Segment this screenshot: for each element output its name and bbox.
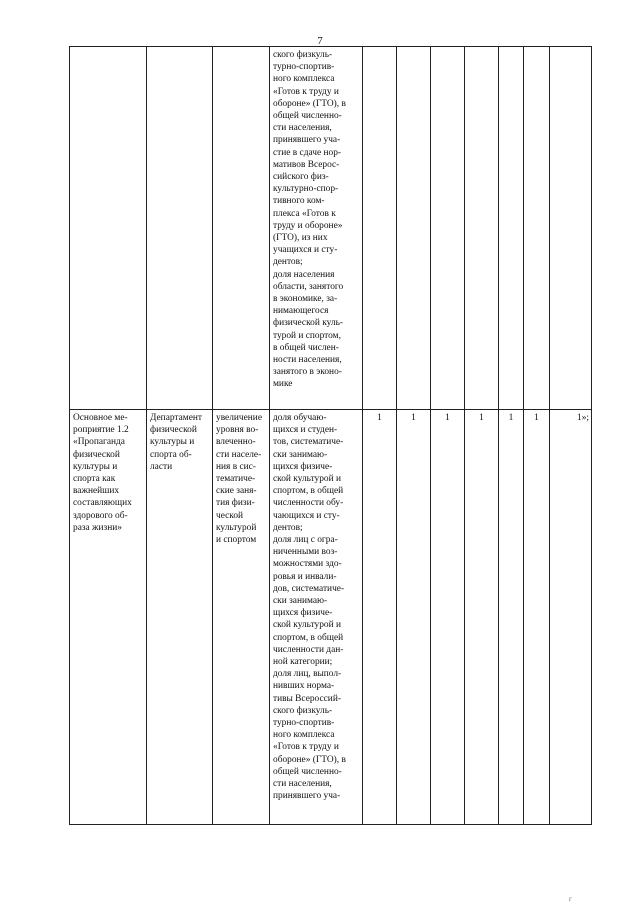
cell-value: 1 bbox=[397, 410, 431, 825]
cell-value-last: 1»; bbox=[550, 410, 592, 825]
cell-value-empty bbox=[499, 47, 524, 410]
cell-value-empty bbox=[550, 47, 592, 410]
cell-value: 1 bbox=[524, 410, 550, 825]
cell-indicators-continuation: ского физкуль- турно-спортив- ного комплекса «Готов к труду и обороне» (ГТО), в общей численно- сти населения, принявшего уча- стие в сдаче нор- мативов Всерос- сийского физ- культурно-спор- тивного ком- плекса «Готов к труду и обороне» (ГТО), из них учащихся и сту- дентов; доля населения области, занятого в экономике, за- нимающегося физической куль- турой и спортом, в общей числен- ности населения, занятого в эконо- мике bbox=[270, 47, 363, 410]
corner-mark: г bbox=[569, 895, 572, 903]
cell-value-empty bbox=[431, 47, 465, 410]
cell-value-empty bbox=[397, 47, 431, 410]
cell-executor: Департамент физической культуры и спорта об- ласти bbox=[147, 410, 213, 825]
cell-executor-empty bbox=[147, 47, 213, 410]
table-row-measure-1-2 bbox=[70, 410, 592, 825]
page-number: 7 bbox=[317, 35, 323, 47]
cell-value-empty bbox=[363, 47, 397, 410]
cell-value-empty bbox=[465, 47, 499, 410]
cell-measure-empty bbox=[70, 47, 147, 410]
cell-value: 1 bbox=[431, 410, 465, 825]
cell-indicators: доля обучаю- щихся и студен- тов, систематиче- ски занимаю- щихся физиче- ской культурой и спортом, в общей численности обу- чающихся и сту- дентов; доля лиц с огра- ниченными воз- можностями здо- ровья и инвали- дов, систематиче- ски занимаю- щихся физиче- ской культурой и спортом, в общей численности дан- ной категории; доля лиц, выпол- нивших норма- тивы Всероссий- ского физкуль- турно-спортив- ного комплекса «Готов к труду и обороне» (ГТО), в общей численно- сти населения, принявшего уча- bbox=[270, 410, 363, 825]
cell-value-empty bbox=[524, 47, 550, 410]
cell-result-empty bbox=[213, 47, 270, 410]
cell-value: 1 bbox=[499, 410, 524, 825]
program-measures-table bbox=[69, 46, 592, 825]
cell-value: 1 bbox=[363, 410, 397, 825]
cell-value: 1 bbox=[465, 410, 499, 825]
table-row-continuation bbox=[70, 47, 592, 410]
cell-measure-name: Основное ме- роприятие 1.2 «Пропаганда физической культуры и спорта как важнейших составляющих здорового об- раза жизни» bbox=[70, 410, 147, 825]
cell-expected-result: увеличение уровня во- влеченно- сти населе- ния в сис- тематиче- ские заня- тия физи- ческой культурой и спортом bbox=[213, 410, 270, 825]
